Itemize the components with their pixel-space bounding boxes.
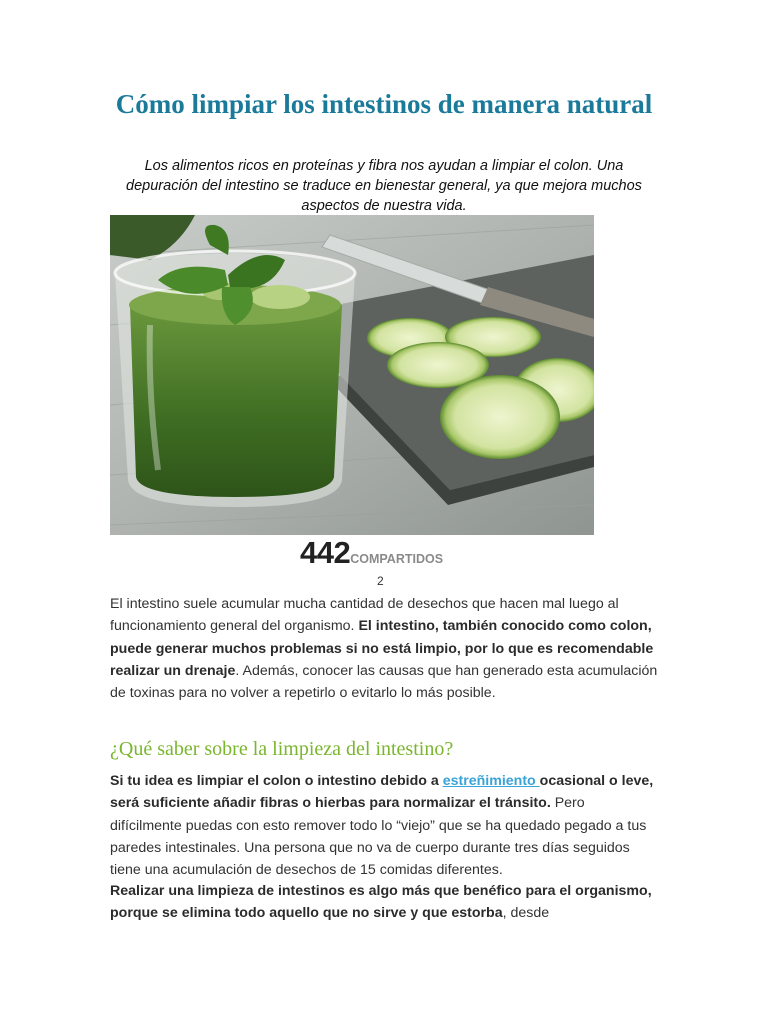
share-count: 442 xyxy=(300,535,351,570)
paragraph-cleanse xyxy=(110,880,658,925)
article-title: Cómo limpiar los intestinos de manera natural xyxy=(115,89,653,119)
cleanse-bold: Realizar una limpieza de intestinos es algo más que benéfico para el organismo, porque se elimina todo aquello que no sirve y que estorba xyxy=(110,883,652,922)
section-bold-1: Si tu idea es limpiar el colon o intestino debido a xyxy=(110,773,443,789)
section-bold-2: ocasional o leve, será suficiente añadir fibras o hierbas para normalizar el tránsito. xyxy=(110,773,654,812)
share-counter xyxy=(300,535,520,575)
share-subcount: 2 xyxy=(377,574,384,588)
paragraph-section xyxy=(110,770,658,881)
paragraph-intro xyxy=(110,593,658,704)
intro-bold: El intestino, también conocido como colon, puede generar muchos problemas si no está limpio, por lo que es recomendable realizar un drenaje xyxy=(110,618,654,679)
section-text: Pero difícilmente puedas con esto remover todo lo “viejo” que se ha quedado pegado a tus paredes intestinales. Una persona que no va de cuerpo durante tres días seguidos tiene una acumulación de desechos de 15 comidas diferentes. xyxy=(110,795,647,879)
article-subtitle: Los alimentos ricos en proteínas y fibra nos ayudan a limpiar el colon. Una depuración del intestino se traduce en bienestar general, ya que mejora muchos aspectos de nuestra vida. xyxy=(126,158,642,214)
intro-text-2: . Además, conocer las causas que han generado esta acumulación de toxinas para no volver a repetirlo o evitarlo lo más posible. xyxy=(110,662,658,702)
hero-illustration xyxy=(110,215,594,535)
intro-text-1: El intestino suele acumular mucha cantidad de desechos que hacen mal luego al funcionamiento general del organismo. xyxy=(110,596,619,635)
section-heading: ¿Qué saber sobre la limpieza del intestino? xyxy=(110,738,454,760)
hero-image xyxy=(110,215,594,535)
cleanse-text: , desde xyxy=(502,905,550,922)
estrenimiento-link[interactable]: estreñimiento xyxy=(442,773,540,789)
share-label: COMPARTIDOS xyxy=(350,552,444,566)
